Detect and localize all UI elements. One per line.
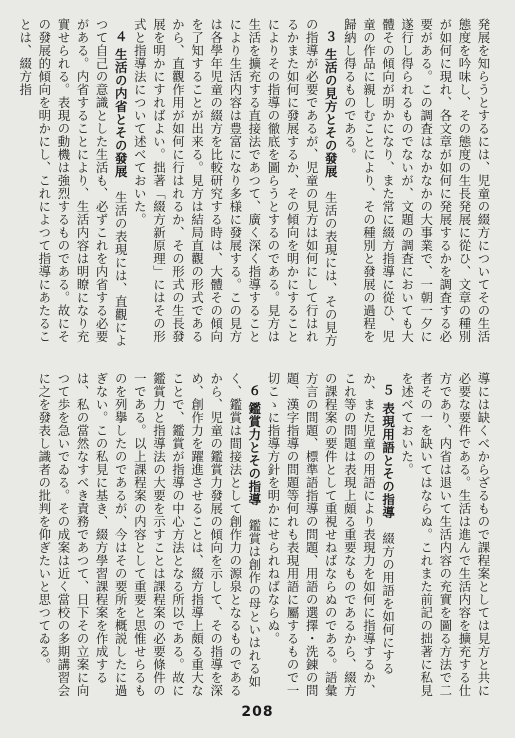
intro-paragraph-line: 何に現れ、各文章が如何に発展するかを調査する必要があ bbox=[418, 18, 453, 343]
continuation-paragraph bbox=[398, 372, 493, 698]
section-3-line: 来る。見方は結局直觀の形式であるから、直觀作用が bbox=[170, 18, 205, 343]
section-6-line: したのであるが、今はその要所を概説したに過ぎない。こ bbox=[94, 372, 129, 697]
section-6-line: 鑑賞は間接法として創作力の源泉となるものであるから、 bbox=[208, 372, 243, 697]
section-6-line: 以上課程案の内容として重要と思惟せらるものを列擧 bbox=[113, 372, 148, 697]
page-number: 208 bbox=[241, 704, 274, 720]
section-6-line: 批判を仰ぎたいと思つてゐる。 bbox=[36, 489, 52, 671]
section-5-line: 言の問題、標準語指導の問題、用語の選擇・洗錬の問題、 bbox=[285, 372, 320, 697]
upper-text-block bbox=[15, 18, 493, 354]
section-6-line: 鑑賞は創作の母といはれる如く、 bbox=[227, 372, 262, 689]
intro-paragraph-line: 度を吟味し、その態度の生長発展に從ひ、文章の種別が如 bbox=[437, 18, 472, 343]
section-4 bbox=[16, 18, 131, 354]
section-5-line: 課程案の要件として重視せねばならぬのである。語彙方 bbox=[304, 372, 339, 697]
section-5-line: 綴方の用語を如何にするか、ま bbox=[361, 372, 396, 676]
section-5-line: れ等の問題は表現上頗る重要なものであるから、綴方の bbox=[323, 372, 358, 697]
intro-paragraph-line: が明かになり、また常に綴方指導に從ひ、児童の作品に親 bbox=[361, 18, 396, 343]
section-3-line: の綴方を比較研究する時は、大體その傾向を了知することが出 bbox=[189, 18, 224, 343]
intro-paragraph-line: 発展を知らうとするには、児童の綴方についてその生活態 bbox=[456, 18, 491, 343]
section-5 bbox=[264, 372, 398, 698]
section-3-line: また如何に發展するか、その傾向を明かにすることにより bbox=[265, 18, 301, 343]
section-5-line: 漢字指導の問題等何れも表現用語に屬するもので一切こゝに bbox=[265, 372, 301, 697]
continuation-paragraph-line: 一を缺いてはならぬ。これまた前記の拙著に私見を述べて bbox=[399, 372, 434, 697]
section-4-line: 生活の表現には、直觀によつ bbox=[94, 18, 129, 348]
section-3-line: 充する直接法であつて、廣く深く指導することにより生活 bbox=[227, 18, 262, 343]
section-3-line: 生活の表現には、その見方の bbox=[304, 18, 339, 348]
section-3-line: べておいた。 bbox=[132, 148, 148, 226]
section-6 bbox=[35, 372, 264, 698]
continuation-paragraph-line: あり、内省は退いて生活内容の充實を圖る方法で二者その bbox=[418, 372, 453, 697]
section-6-line: 児童の鑑賞力發展の傾向を示して、その指導を深め、創作 bbox=[189, 372, 224, 697]
section-4-line: て自己の意識とした生活も、必ずこれを内省する必要があ bbox=[75, 18, 110, 343]
section-4-line: る。内省することにより、生活内容は明瞭になり充實せら bbox=[55, 18, 91, 343]
continuation-paragraph-line: 導には缺くべからざるもので課程案としては見方と共に必 bbox=[456, 372, 491, 697]
intro-paragraph-line: である。 bbox=[342, 109, 358, 161]
section-6-heading: ６ 鑑賞力とその指導 bbox=[246, 384, 262, 507]
section-6-line: 力を躍進させることは、綴方指導上頗る重大なことで、鑑 bbox=[170, 372, 205, 697]
section-3-line: 内容は豊富になり多様に發展する。この見方は各學年児童 bbox=[208, 18, 243, 343]
section-4-line: 向を明かにし、これによつて指導にあたることは、綴方指 bbox=[17, 18, 52, 343]
section-3-line: 如何に行はれるか、その形式の生長發展を明かにすればよ bbox=[151, 18, 186, 343]
section-5-heading: ５ 表現用語とその指導 bbox=[380, 384, 396, 520]
intro-paragraph-line: しむことにより、その種別と發展の過程を歸納し得るもの bbox=[342, 18, 377, 343]
section-3 bbox=[130, 18, 340, 354]
section-3-line: い。拙著「綴方新原理」にはその形式と指導法について述 bbox=[132, 18, 167, 343]
intro-paragraph-line: られるものでないが、文題の調査においても大體その傾向 bbox=[380, 18, 415, 343]
intro-paragraph bbox=[340, 18, 493, 354]
intro-paragraph-line: る。この調査はなかなかの大事業で、一朝一夕に遂行し得 bbox=[399, 18, 434, 343]
section-4-heading: ４ 生活の内省とその發展 bbox=[113, 30, 129, 179]
section-5-line: 指導方針を明かにせられねばならぬ。 bbox=[265, 424, 281, 645]
section-6-line: の私見に基き、綴方學習課程案を作成するは、私の當然な bbox=[75, 372, 110, 684]
section-5-line: た児童の用語により表現力を如何に指導するか、こ bbox=[342, 372, 377, 697]
continuation-paragraph-line: おいた。 bbox=[399, 424, 415, 476]
section-4-line: れる。表現の動機は強烈するものである。故にその發展的傾 bbox=[36, 18, 71, 343]
lower-text-block bbox=[15, 372, 493, 698]
section-6-line: 賞が指導の中心方法となる所以である。故に鑑賞力と指導 bbox=[151, 372, 186, 697]
section-6-line: 法の大要を示すことは課程案の必要條件の一である。 bbox=[132, 372, 167, 697]
section-3-line: その指導の徹底を圖らうとするのである。見方は生活を擴 bbox=[246, 18, 281, 343]
continuation-paragraph-line: 要な要件である。生活は進んで生活内容を擴充する仕方で bbox=[437, 372, 472, 697]
section-6-line: すべき責務であつて、日下その立案に向つて歩を急いでゐ bbox=[55, 372, 91, 697]
section-3-heading: ３ 生活の見方とその發展 bbox=[323, 30, 339, 179]
section-3-line: 指導が必要であるが、児童の見方は如何にして行はれるか bbox=[285, 18, 320, 343]
section-6-line: る。その成案は近く當校の多期講習会に之を發表し識者の bbox=[36, 372, 71, 697]
